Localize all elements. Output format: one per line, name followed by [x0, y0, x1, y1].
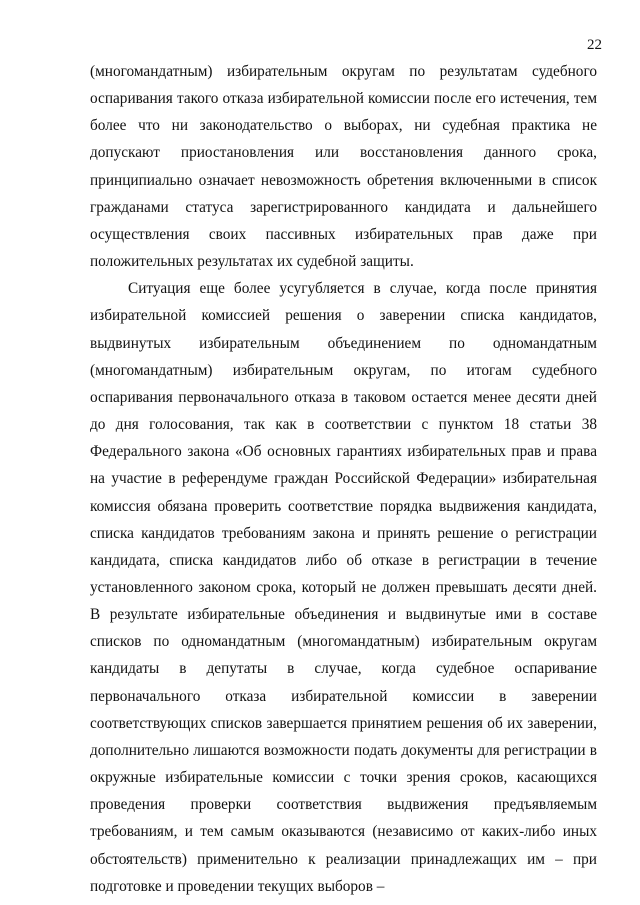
page-number: 22: [587, 37, 602, 53]
document-body: [90, 58, 597, 900]
paragraph: Ситуация еще более усугубляется в случае, когда после принятия избирательной комиссией решения о заверении списка кандидатов, выдвинутых избирательным объединением по одномандатным (многомандатным) избирательным округам, по итогам судебного оспаривания первоначального отказа в таковом остается менее десяти дней до дня голосования, так как в соответствии с пунктом 18 статьи 38 Федерального закона «Об основных гарантиях избирательных прав и права на участие в референдуме граждан Российской Федерации» избирательная комиссия обязана проверить соответствие порядка выдвижения кандидата, списка кандидатов требованиям закона и принять решение о регистрации кандидата, списка кандидатов либо об отказе в регистрации в течение установленного законом срока, который не должен превышать десяти дней. В результате избирательные объединения и выдвинутые ими в составе списков по одномандатным (многомандатным) избирательным округам кандидаты в депутаты в случае, когда судебное оспаривание первоначального отказа избирательной комиссии в заверении соответствующих списков завершается принятием решения об их заверении, дополнительно лишаются возможности подать документы для регистрации в окружные избирательные комиссии с точки зрения сроков, касающихся проведения проверки соответствия выдвижения предъявляемым требованиям, и тем самым оказываются (независимо от каких-либо иных обстоятельств) применительно к реализации принадлежащих им – при подготовке и проведении текущих выборов –: [90, 280, 597, 895]
paragraph-continuation: (многомандатным) избирательным округам по результатам судебного оспаривания такого отказа избирательной комиссии после его истечения, тем более что ни законодательство о выборах, ни судебная практика не допускают приостановления или восстановления данного срока, принципиально означает невозможность обретения включенными в список гражданами статуса зарегистрированного кандидата и дальнейшего осуществления своих пассивных избирательных прав даже при положительных результатах их судебной защиты.: [90, 63, 597, 271]
